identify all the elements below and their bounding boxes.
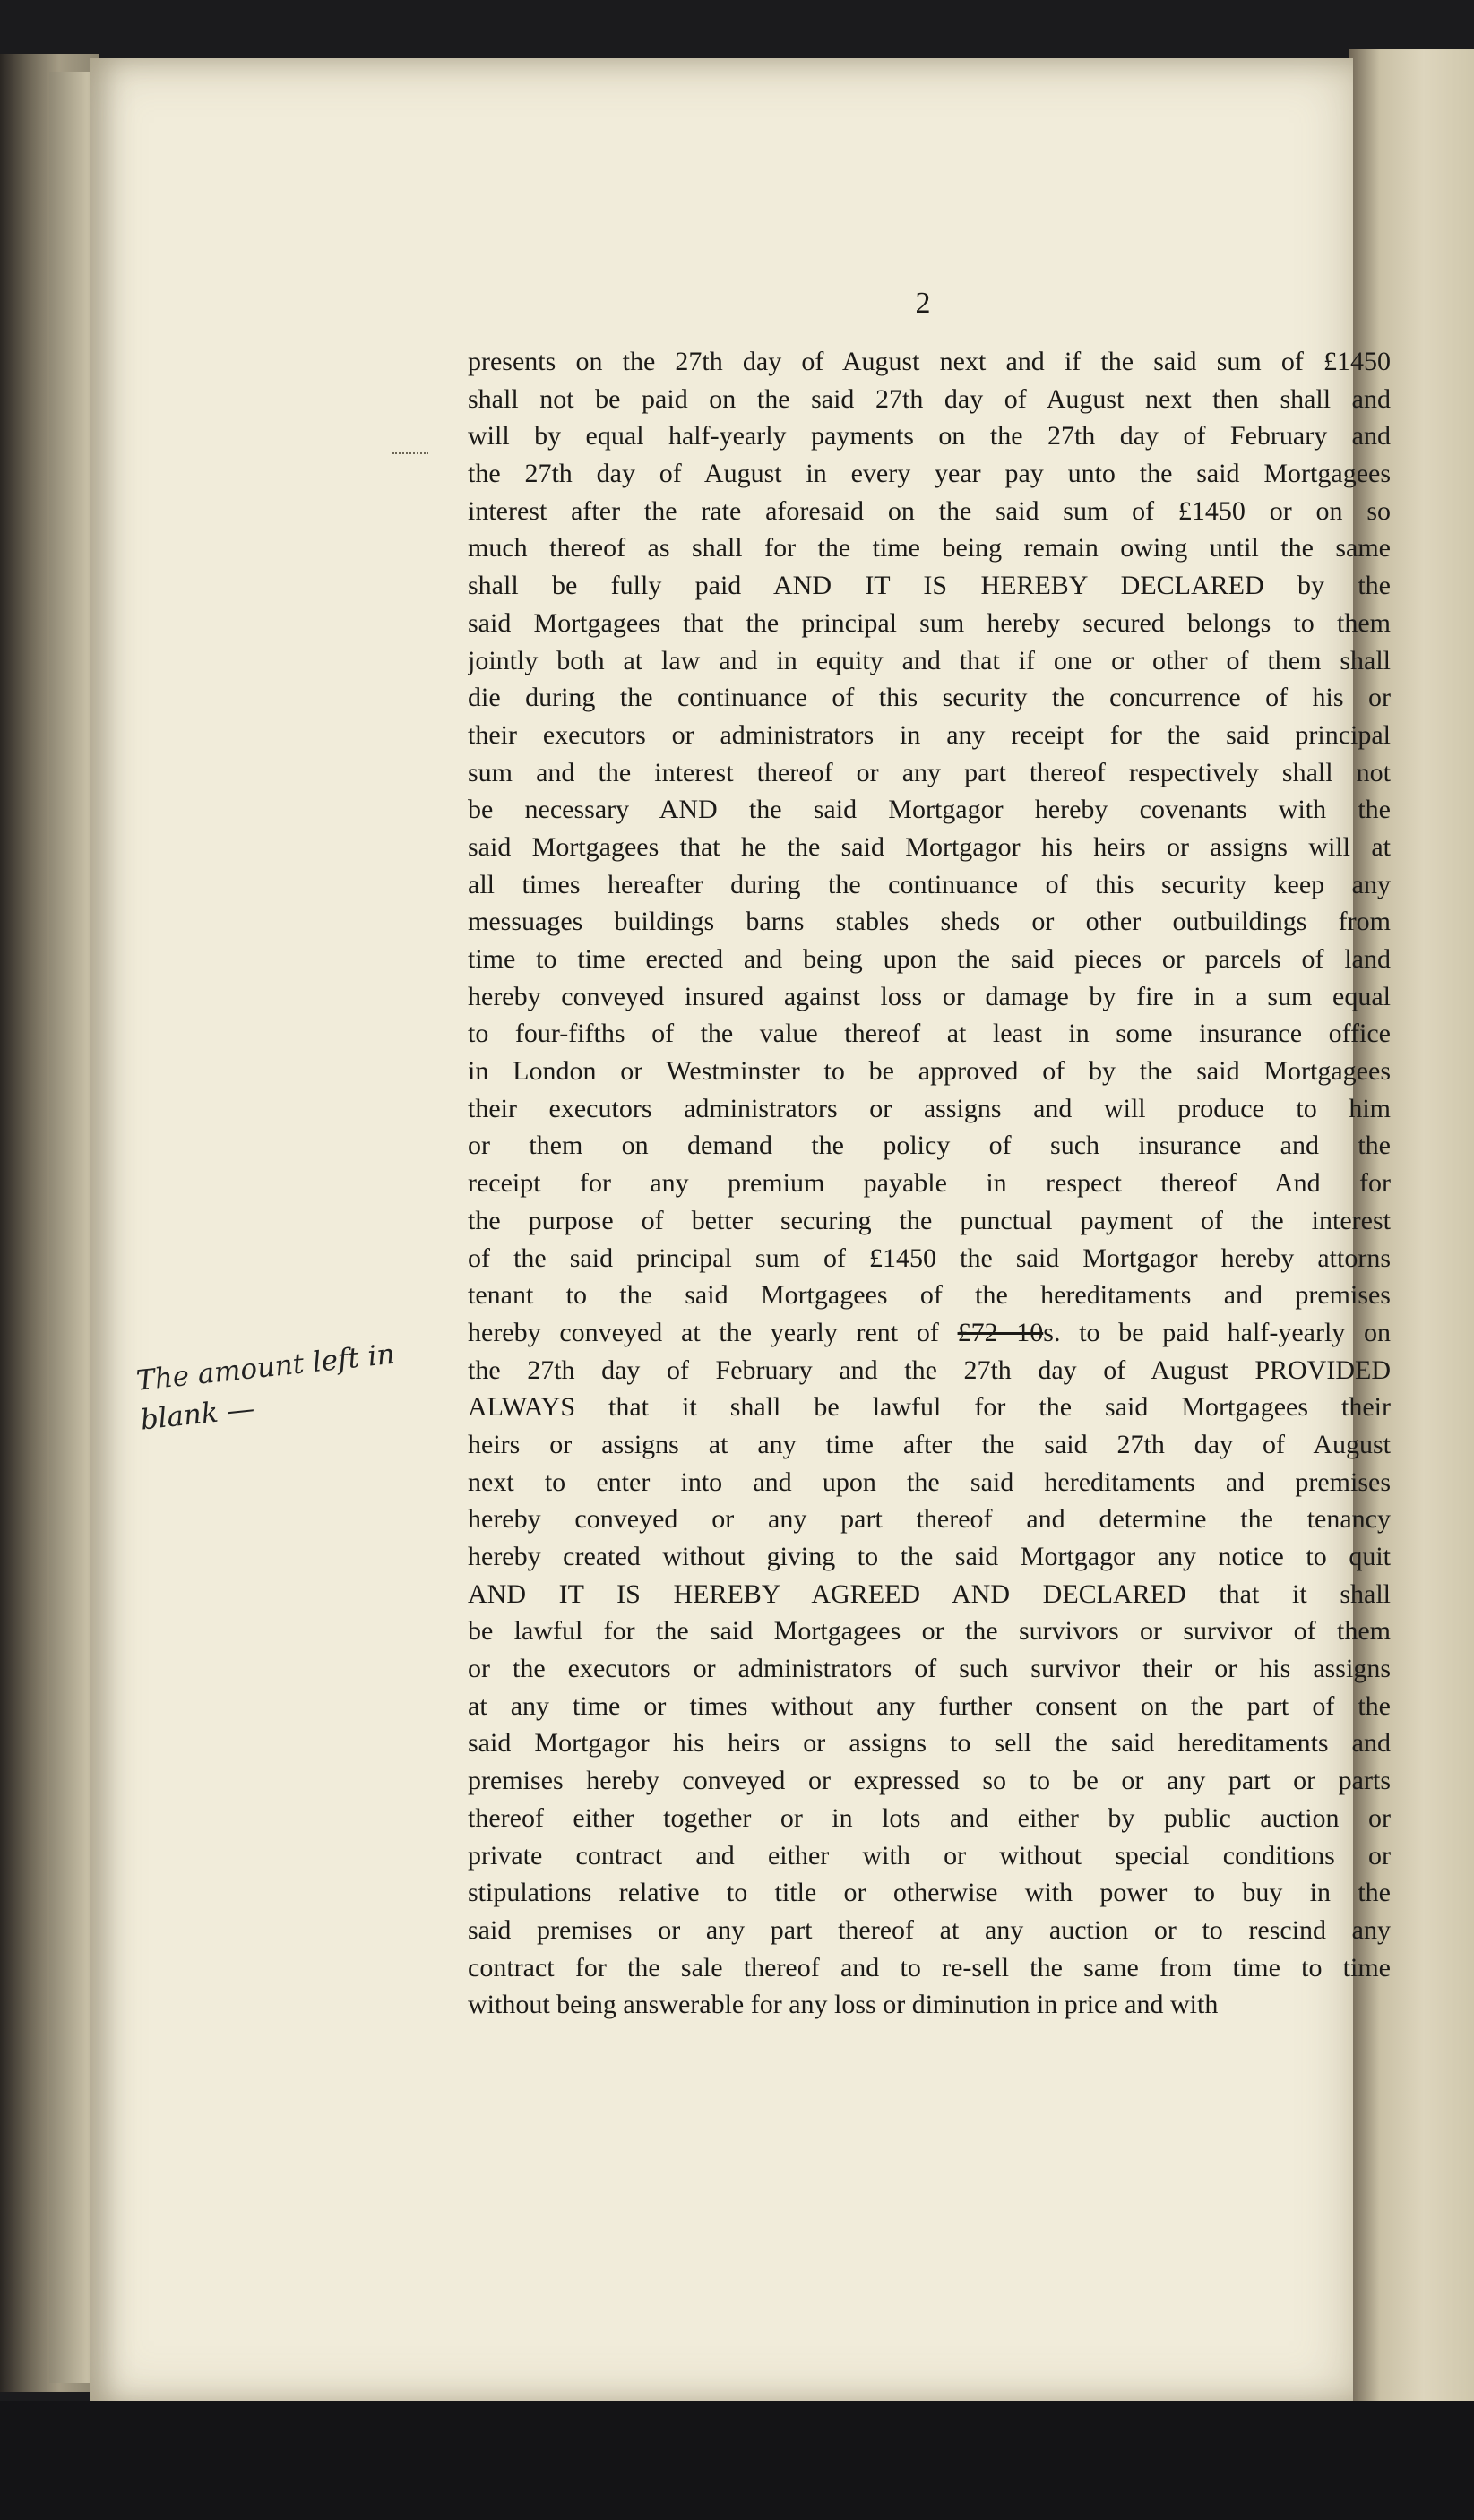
text-line: time to time erected and being upon the said pieces or parcels of land bbox=[468, 944, 1391, 974]
margin-note-line-1: The amount left in bbox=[134, 1337, 397, 1398]
rent-line-before: hereby conveyed at the yearly rent of bbox=[468, 1317, 958, 1347]
text-line: will by equal half-yearly payments on the 27th day of February and bbox=[468, 421, 1391, 452]
text-line: said premises or any part thereof at any auction or to rescind any bbox=[468, 1914, 1391, 1945]
text-line: sum and the interest thereof or any part thereof respectively shall not bbox=[468, 757, 1391, 787]
text-line: contract for the sale thereof and to re-sell the same from time to time bbox=[468, 1952, 1391, 1982]
text-line: tenant to the said Mortgagees of the hereditaments and premises bbox=[468, 1280, 1391, 1311]
text-line: be necessary AND the said Mortgagor hereby covenants with the bbox=[468, 795, 1391, 825]
text-line: hereby created without giving to the said Mortgagor any notice to quit bbox=[468, 1542, 1391, 1571]
text-line: their executors or administrators in any receipt for the said principal bbox=[468, 719, 1391, 750]
text-line: heirs or assigns at any time after the said 27th day of August bbox=[468, 1429, 1391, 1459]
text-line: hereby conveyed insured against loss or damage by fire in a sum equal bbox=[468, 981, 1391, 1011]
text-line bbox=[468, 1314, 1391, 1352]
text-line: said Mortgagor his heirs or assigns to sell the said hereditaments and bbox=[468, 1728, 1391, 1759]
text-line: to four-fifths of the value thereof at least in some insurance office bbox=[468, 1019, 1391, 1049]
text-line: jointly both at law and in equity and that if one or other of them shall bbox=[468, 645, 1391, 675]
text-line: said Mortgagees that the principal sum hereby secured belongs to them bbox=[468, 607, 1391, 638]
text-line: shall not be paid on the said 27th day of August next then shall and bbox=[468, 383, 1391, 414]
rent-line-after: s. to be paid half-yearly on bbox=[1043, 1317, 1391, 1347]
text-line: their executors administrators or assigns and will produce to him bbox=[468, 1093, 1391, 1123]
text-line: thereof either together or in lots and either by public auction or bbox=[468, 1802, 1391, 1833]
text-line: or the executors or administrators of such survivor their or his assigns bbox=[468, 1654, 1391, 1684]
text-line: presents on the 27th day of August next and if the said sum of £1450 bbox=[468, 347, 1391, 376]
text-line: messuages buildings barns stables sheds or other outbuildings from bbox=[468, 907, 1391, 937]
scan-background-bottom bbox=[0, 2401, 1474, 2520]
text-line: much thereof as shall for the time being remain owing until the same bbox=[468, 533, 1391, 563]
text-line: without being answerable for any loss or diminution in price and with bbox=[468, 1990, 1219, 2020]
text-line: the 27th day of August in every year pay unto the said Mortgagees bbox=[468, 459, 1391, 489]
struck-rent-amount: £72 10 bbox=[957, 1317, 1044, 1347]
text-line: at any time or times without any further consent on the part of the bbox=[468, 1690, 1391, 1721]
text-line: be lawful for the said Mortgagees or the survivors or survivor of them bbox=[468, 1616, 1391, 1647]
text-line: of the said principal sum of £1450 the said Mortgagor hereby attorns bbox=[468, 1243, 1391, 1273]
text-line: private contract and either with or without special conditions or bbox=[468, 1840, 1391, 1871]
margin-note-line-2: blank — bbox=[139, 1392, 256, 1437]
text-line: interest after the rate aforesaid on the said sum of £1450 or on so bbox=[468, 495, 1391, 526]
text-line: die during the continuance of this security the concurrence of his or bbox=[468, 683, 1391, 713]
text-line: premises hereby conveyed or expressed so to be or any part or parts bbox=[468, 1766, 1391, 1796]
page-number: 2 bbox=[915, 287, 931, 320]
text-line: AND IT IS HEREBY AGREED AND DECLARED that it shall bbox=[468, 1578, 1391, 1609]
text-line: ALWAYS that it shall be lawful for the said Mortgagees their bbox=[468, 1392, 1391, 1423]
text-line: the purpose of better securing the punctual payment of the interest bbox=[468, 1205, 1391, 1235]
text-line: hereby conveyed or any part thereof and determine the tenancy bbox=[468, 1504, 1391, 1535]
deed-body-text bbox=[468, 343, 1391, 2024]
text-line: stipulations relative to title or otherwise with power to buy in the bbox=[468, 1878, 1391, 1908]
text-line: the 27th day of February and the 27th day of August PROVIDED bbox=[468, 1355, 1391, 1385]
margin-mark bbox=[392, 452, 428, 456]
text-line: or them on demand the policy of such insurance and the bbox=[468, 1131, 1391, 1161]
text-line: shall be fully paid AND IT IS HEREBY DECLARED by the bbox=[468, 571, 1391, 601]
text-line: said Mortgagees that he the said Mortgagor his heirs or assigns will at bbox=[468, 831, 1391, 862]
text-line: next to enter into and upon the said hereditaments and premises bbox=[468, 1466, 1391, 1497]
text-line: receipt for any premium payable in respect thereof And for bbox=[468, 1168, 1391, 1199]
text-line: in London or Westminster to be approved of by the said Mortgagees bbox=[468, 1056, 1391, 1087]
text-line: all times hereafter during the continuance of this security keep any bbox=[468, 869, 1391, 899]
